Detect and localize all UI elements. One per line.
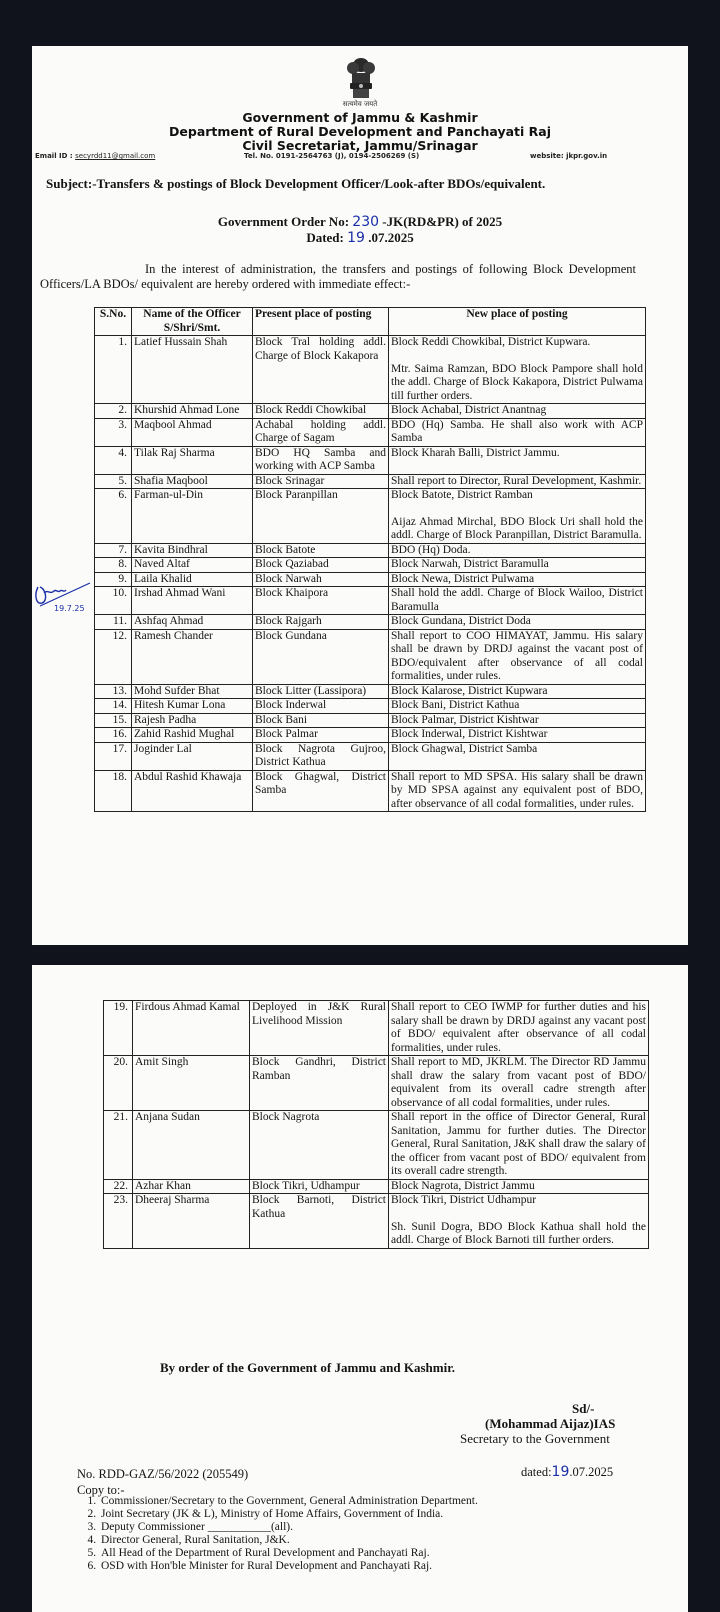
row-sno-text: 14.	[112, 699, 127, 711]
row-officer-name	[132, 629, 253, 684]
row-officer-name	[132, 572, 253, 587]
table-row	[95, 474, 646, 489]
header-new: New place of posting	[389, 308, 646, 336]
row-officer-name-text: Tilak Raj Sharma	[134, 446, 215, 459]
table-row	[104, 1001, 649, 1056]
row-sno	[95, 446, 132, 474]
row-new-posting-text: Block Inderwal, District Kishtwar	[391, 728, 548, 740]
table-header-row	[95, 308, 646, 336]
table-row	[95, 446, 646, 474]
table-row	[95, 742, 646, 770]
margin-note-date: 19.7.25	[54, 604, 85, 613]
row-present-posting	[253, 713, 389, 728]
row-officer-name-text: Naved Altaf	[134, 558, 190, 570]
row-sno-text: 8.	[118, 558, 127, 570]
row-new-posting-text: Block Achabal, District Anantnag	[391, 404, 547, 416]
row-present-posting	[253, 629, 389, 684]
row-sno	[95, 684, 132, 699]
reference-date-prefix: dated:	[521, 1465, 552, 1479]
row-new-posting	[389, 1179, 649, 1194]
header-name-line2: S/Shri/Smt.	[163, 321, 221, 334]
row-officer-name-text: Mohd Sufder Bhat	[134, 684, 220, 697]
row-new-posting-text: Shall report to COO HIMAYAT, Jammu. His salary shall be drawn by DRDJ against the vacant post of BDO/equivalent after observance of all codal formalities, under rules.	[391, 629, 643, 682]
row-present-posting	[253, 474, 389, 489]
table-row	[95, 587, 646, 615]
row-officer-name	[133, 1194, 250, 1249]
row-officer-name-text: Anjana Sudan	[135, 1111, 200, 1123]
row-present-posting-text: Achabal holding addl. Charge of Sagam	[255, 418, 386, 444]
row-officer-name	[132, 418, 253, 446]
row-officer-name	[132, 713, 253, 728]
row-sno	[104, 1179, 133, 1194]
document-page-1	[32, 46, 688, 945]
row-officer-name	[132, 684, 253, 699]
reference-number: No. RDD-GAZ/56/2022 (205549)	[77, 1467, 249, 1481]
copy-to-label: Copy to:-	[77, 1483, 125, 1497]
table-body-page-2	[104, 1001, 649, 1249]
order-date-handwritten: 19	[347, 230, 365, 246]
postings-table-continued	[103, 1000, 649, 1249]
row-officer-name-text: Joginder Lal	[134, 742, 192, 755]
row-officer-name	[132, 615, 253, 630]
row-present-posting-text: Block Nagrota Gujroo, District Kathua	[255, 742, 386, 768]
row-officer-name-text: Khurshid Ahmad Lone	[134, 404, 240, 416]
spacer	[391, 350, 643, 363]
row-present-posting-text: Block Reddi Chowkibal	[255, 404, 367, 416]
row-officer-name	[132, 587, 253, 615]
row-new-posting-text: Block Reddi Chowkibal, District Kupwara.	[391, 336, 591, 348]
table-row	[95, 615, 646, 630]
signatory-designation: Secretary to the Government	[460, 1431, 610, 1446]
copy-to-item: 5. All Head of the Department of Rural Development and Panchayati Raj.	[99, 1547, 659, 1560]
table-row	[95, 336, 646, 404]
table-row	[95, 418, 646, 446]
row-officer-name-text: Abdul Rashid Khawaja	[134, 770, 242, 783]
row-present-posting	[253, 446, 389, 474]
row-new-posting-text: BDO (Hq) Doda.	[391, 543, 471, 556]
row-new-posting	[389, 489, 646, 544]
row-officer-name	[132, 699, 253, 714]
row-present-posting	[253, 558, 389, 573]
row-officer-name	[133, 1001, 250, 1056]
row-sno	[95, 615, 132, 630]
row-sno	[95, 572, 132, 587]
row-new-posting-text: BDO (Hq) Samba. He shall also work with ACP Samba	[391, 418, 643, 444]
row-new-posting	[389, 742, 646, 770]
row-sno	[95, 587, 132, 615]
row-sno	[104, 1111, 133, 1180]
website: website: jkpr.gov.in	[530, 152, 608, 160]
row-sno-text: 13.	[112, 684, 127, 697]
row-sno-text: 5.	[118, 474, 127, 487]
row-present-posting-text: BDO HQ Samba and working with ACP Samba	[255, 446, 386, 472]
row-new-posting-text: Shall report to MD SPSA. His salary shall be drawn by MD SPSA against any equivalent post of BDO, after observance of all codal formalities, under rules.	[391, 770, 643, 810]
row-sno	[95, 629, 132, 684]
row-sno-text: 23.	[113, 1194, 128, 1206]
row-sno-text: 11.	[113, 615, 127, 627]
office-address: Civil Secretariat, Jammu/Srinagar	[242, 138, 478, 153]
signed-mark: Sd/-	[572, 1401, 595, 1416]
row-present-posting	[250, 1111, 389, 1180]
reference-date-handwritten: 19	[551, 1464, 570, 1480]
row-present-posting	[250, 1194, 389, 1249]
row-sno	[95, 336, 132, 404]
row-sno	[95, 489, 132, 544]
order-number-handwritten: 230	[352, 214, 380, 230]
order-date	[32, 230, 688, 246]
header-name	[132, 308, 253, 336]
row-new-posting	[389, 713, 646, 728]
reference-date-suffix: .07.2025	[569, 1465, 614, 1479]
department-name: Department of Rural Development and Panchayati Raj	[169, 124, 551, 139]
row-officer-name-text: Ashfaq Ahmad	[134, 615, 204, 627]
row-present-posting-text: Block Gandhri, District Ramban	[252, 1056, 386, 1082]
government-name: Government of Jammu & Kashmir	[242, 110, 478, 125]
row-new-posting-text: Shall report to CEO IWMP for further duties and his salary shall be drawn by DRDJ against any vacant post of BDO/ equivalent after observance of all codal formalities, under rules.	[391, 1001, 646, 1054]
table-row	[95, 489, 646, 544]
spacer	[391, 503, 643, 516]
copy-to-item: 3. Deputy Commissioner ___________(all).	[99, 1521, 659, 1534]
row-officer-name-text: Shafia Maqbool	[134, 474, 208, 487]
row-new-posting-text: Shall report to Director, Rural Development, Kashmir.	[391, 474, 642, 487]
copy-to-item: 6. OSD with Hon'ble Minister for Rural Development and Panchayati Raj.	[99, 1560, 659, 1573]
row-new-posting	[389, 629, 646, 684]
email-line	[35, 152, 155, 160]
intro-paragraph: In the interest of administration, the transfers and postings of following Block Development Officers/LA BDOs/ equivalent are hereby ordered with immediate effect:-	[40, 262, 636, 291]
row-officer-name-text: Irshad Ahmad Wani	[134, 587, 226, 599]
row-new-posting	[389, 572, 646, 587]
row-new-posting	[389, 684, 646, 699]
reference-date	[521, 1464, 613, 1480]
row-officer-name	[132, 489, 253, 544]
table-body-page-1	[95, 336, 646, 812]
row-present-posting	[253, 684, 389, 699]
row-present-posting-text: Block Gundana	[255, 629, 327, 642]
table-row	[104, 1111, 649, 1180]
row-sno	[95, 404, 132, 419]
row-officer-name-text: Amit Singh	[135, 1056, 189, 1068]
row-present-posting	[253, 336, 389, 404]
row-officer-name-text: Latief Hussain Shah	[134, 336, 228, 348]
table-row	[104, 1056, 649, 1111]
row-sno-text: 20.	[113, 1056, 128, 1068]
row-sno-text: 1.	[118, 336, 127, 348]
row-additional-charge-note: Sh. Sunil Dogra, BDO Block Kathua shall hold the addl. Charge of Block Barnoti till further orders.	[391, 1220, 646, 1246]
row-present-posting	[253, 587, 389, 615]
row-present-posting-text: Block Narwah	[255, 572, 322, 585]
row-sno-text: 12.	[112, 629, 127, 642]
document-page-2	[32, 965, 688, 1612]
order-number-prefix: Government Order No:	[217, 214, 353, 229]
row-sno-text: 7.	[118, 543, 127, 556]
row-present-posting	[253, 728, 389, 743]
signatory-name: (Mohammad Aijaz)IAS	[485, 1416, 616, 1431]
row-new-posting	[389, 558, 646, 573]
row-officer-name	[133, 1056, 250, 1111]
row-sno	[95, 770, 132, 812]
row-sno-text: 9.	[118, 572, 127, 585]
row-present-posting-text: Block Tikri, Udhampur	[252, 1179, 360, 1192]
row-present-posting-text: Block Palmar	[255, 728, 318, 740]
copy-to-item: 1. Commissioner/Secretary to the Government, General Administration Department.	[99, 1495, 659, 1508]
table-row	[95, 684, 646, 699]
emblem-motto: सत्यमेव जयते	[342, 100, 378, 108]
row-new-posting-text: Block Kalarose, District Kupwara	[391, 684, 548, 697]
row-present-posting-text: Block Khaipora	[255, 587, 329, 599]
order-date-prefix: Dated:	[306, 230, 348, 245]
row-new-posting	[389, 1056, 649, 1111]
row-present-posting	[253, 543, 389, 558]
row-present-posting-text: Block Batote	[255, 543, 316, 556]
row-new-posting-text: Block Tikri, District Udhampur	[391, 1194, 537, 1206]
table-row	[95, 404, 646, 419]
row-sno	[95, 699, 132, 714]
row-present-posting	[253, 404, 389, 419]
row-sno-text: 6.	[118, 489, 127, 501]
row-sno	[95, 728, 132, 743]
row-new-posting-text: Block Bani, District Kathua	[391, 699, 520, 711]
row-sno	[104, 1056, 133, 1111]
row-present-posting-text: Block Bani	[255, 713, 308, 726]
row-new-posting	[389, 1111, 649, 1180]
row-new-posting-text: Shall report in the office of Director General, Rural Sanitation, Jammu for further duties. The Director General, Rural Sanitation, J&K shall draw the salary of the officer from vacant post of BDO/ equivalent from its overall cadre strength.	[391, 1111, 646, 1177]
row-sno-text: 15.	[112, 713, 127, 726]
row-present-posting	[253, 572, 389, 587]
row-present-posting	[253, 418, 389, 446]
table-row	[95, 713, 646, 728]
row-sno	[104, 1194, 133, 1249]
row-present-posting	[253, 699, 389, 714]
row-new-posting-text: Block Batote, District Ramban	[391, 489, 533, 501]
order-date-suffix: .07.2025	[364, 230, 414, 245]
row-sno	[95, 543, 132, 558]
table-row	[95, 770, 646, 812]
row-officer-name-text: Zahid Rashid Mughal	[134, 728, 235, 740]
row-officer-name-text: Laila Khalid	[134, 572, 192, 585]
row-new-posting	[389, 770, 646, 812]
row-sno-text: 16.	[112, 728, 127, 740]
row-new-posting	[389, 404, 646, 419]
row-sno	[95, 742, 132, 770]
row-new-posting	[389, 543, 646, 558]
row-additional-charge-note: Aijaz Ahmad Mirchal, BDO Block Uri shall hold the addl. Charge of Block Paranpillan, District Baramulla.	[391, 515, 643, 541]
row-officer-name	[133, 1111, 250, 1180]
row-new-posting	[389, 446, 646, 474]
row-officer-name	[132, 446, 253, 474]
row-new-posting-text: Block Palmar, District Kishtwar	[391, 713, 539, 726]
row-officer-name	[132, 404, 253, 419]
table-row	[95, 728, 646, 743]
order-number-suffix: -JK(RD&PR) of 2025	[379, 214, 503, 229]
row-officer-name	[132, 474, 253, 489]
row-new-posting-text: Block Newa, District Pulwama	[391, 572, 535, 585]
row-officer-name-text: Kavita Bindhral	[134, 543, 208, 556]
table-row	[95, 699, 646, 714]
row-officer-name-text: Maqbool Ahmad	[134, 418, 212, 431]
row-sno	[95, 558, 132, 573]
row-new-posting-text: Block Narwah, District Baramulla	[391, 558, 549, 570]
row-officer-name-text: Hitesh Kumar Lona	[134, 699, 226, 711]
row-present-posting-text: Block Paranpillan	[255, 489, 338, 501]
row-sno-text: 22.	[113, 1179, 128, 1192]
email-link[interactable]: secyrdd11@gmail.com	[75, 152, 156, 160]
row-present-posting-text: Block Tral holding addl. Charge of Block Kakapora	[255, 336, 386, 362]
row-sno	[95, 474, 132, 489]
by-order-line: By order of the Government of Jammu and Kashmir.	[160, 1360, 456, 1375]
row-present-posting-text: Deployed in J&K Rural Livelihood Mission	[252, 1001, 386, 1027]
row-present-posting	[253, 742, 389, 770]
row-officer-name	[132, 558, 253, 573]
national-emblem-icon	[343, 56, 379, 100]
telephone-numbers: Tel. No. 0191-2564763 (J), 0194-2506269 (S)	[244, 152, 420, 160]
row-officer-name-text: Firdous Ahmad Kamal	[135, 1001, 240, 1013]
row-additional-charge-note: Mtr. Saima Ramzan, BDO Block Pampore shall hold the addl. Charge of Block Kakapora, District Pulwama till further orders.	[391, 362, 643, 402]
row-officer-name	[132, 728, 253, 743]
row-present-posting	[250, 1179, 389, 1194]
row-sno-text: 4.	[118, 446, 127, 459]
table-row	[95, 629, 646, 684]
row-present-posting	[250, 1001, 389, 1056]
row-present-posting	[250, 1056, 389, 1111]
subject-line: Subject:-Transfers & postings of Block Development Officer/Look-after BDOs/equivalent.	[46, 176, 546, 191]
row-new-posting	[389, 1001, 649, 1056]
copy-to-item: 2. Joint Secretary (JK & L), Ministry of Home Affairs, Government of India.	[99, 1508, 659, 1521]
row-present-posting	[253, 615, 389, 630]
row-new-posting	[389, 587, 646, 615]
email-label: Email ID :	[35, 152, 76, 160]
row-present-posting-text: Block Inderwal	[255, 699, 327, 711]
row-present-posting-text: Block Rajgarh	[255, 615, 322, 627]
row-present-posting	[253, 489, 389, 544]
order-number	[32, 214, 688, 230]
row-sno-text: 10.	[112, 587, 127, 599]
row-new-posting	[389, 699, 646, 714]
row-present-posting-text: Block Nagrota	[252, 1111, 320, 1123]
row-present-posting-text: Block Ghagwal, District Samba	[255, 770, 386, 796]
row-present-posting-text: Block Barnoti, District Kathua	[252, 1194, 386, 1220]
row-officer-name	[132, 770, 253, 812]
table-row	[95, 572, 646, 587]
row-sno-text: 2.	[118, 404, 127, 416]
row-officer-name-text: Dheeraj Sharma	[135, 1194, 210, 1206]
row-sno	[95, 713, 132, 728]
row-present-posting-text: Block Qaziabad	[255, 558, 329, 570]
row-officer-name	[133, 1179, 250, 1194]
row-new-posting	[389, 336, 646, 404]
row-sno-text: 21.	[113, 1111, 128, 1123]
row-new-posting	[389, 615, 646, 630]
spacer	[391, 1208, 646, 1221]
row-present-posting	[253, 770, 389, 812]
header-name-line1: Name of the Officer	[143, 308, 241, 320]
row-officer-name	[132, 336, 253, 404]
table-row	[95, 543, 646, 558]
row-sno	[104, 1001, 133, 1056]
row-new-posting-text: Shall hold the addl. Charge of Block Wailoo, District Baramulla	[391, 587, 643, 613]
handwritten-initials	[32, 573, 92, 613]
row-new-posting	[389, 1194, 649, 1249]
row-present-posting-text: Block Srinagar	[255, 474, 325, 487]
row-officer-name-text: Azhar Khan	[135, 1179, 191, 1192]
row-sno	[95, 418, 132, 446]
row-new-posting-text: Block Gundana, District Doda	[391, 615, 531, 627]
table-row	[104, 1179, 649, 1194]
header-present: Present place of posting	[253, 308, 389, 336]
row-officer-name-text: Ramesh Chander	[134, 629, 213, 642]
postings-table	[94, 307, 646, 812]
row-sno-text: 18.	[112, 770, 127, 783]
row-new-posting	[389, 728, 646, 743]
copy-to-item: 4. Director General, Rural Sanitation, J&K.	[99, 1534, 659, 1547]
header-sno: S.No.	[95, 308, 132, 336]
table-row	[95, 558, 646, 573]
row-new-posting-text: Block Kharah Balli, District Jammu.	[391, 446, 560, 459]
row-new-posting-text: Block Ghagwal, District Samba	[391, 742, 538, 755]
table-row	[104, 1194, 649, 1249]
row-officer-name-text: Rajesh Padha	[134, 713, 197, 726]
row-present-posting-text: Block Litter (Lassipora)	[255, 684, 367, 697]
row-new-posting	[389, 418, 646, 446]
row-new-posting-text: Block Nagrota, District Jammu	[391, 1179, 535, 1192]
row-officer-name	[132, 543, 253, 558]
row-new-posting-text: Shall report to MD, JKRLM. The Director RD Jammu shall draw the salary from vacant post of BDO/ equivalent from its overall cadre strength after observance of all codal formalities, under rules.	[391, 1056, 646, 1109]
row-officer-name	[132, 742, 253, 770]
copy-to-list	[77, 1495, 659, 1573]
row-officer-name-text: Farman-ul-Din	[134, 489, 203, 501]
row-sno-text: 3.	[118, 418, 127, 431]
row-sno-text: 17.	[112, 742, 127, 755]
row-new-posting	[389, 474, 646, 489]
row-sno-text: 19.	[113, 1001, 128, 1013]
